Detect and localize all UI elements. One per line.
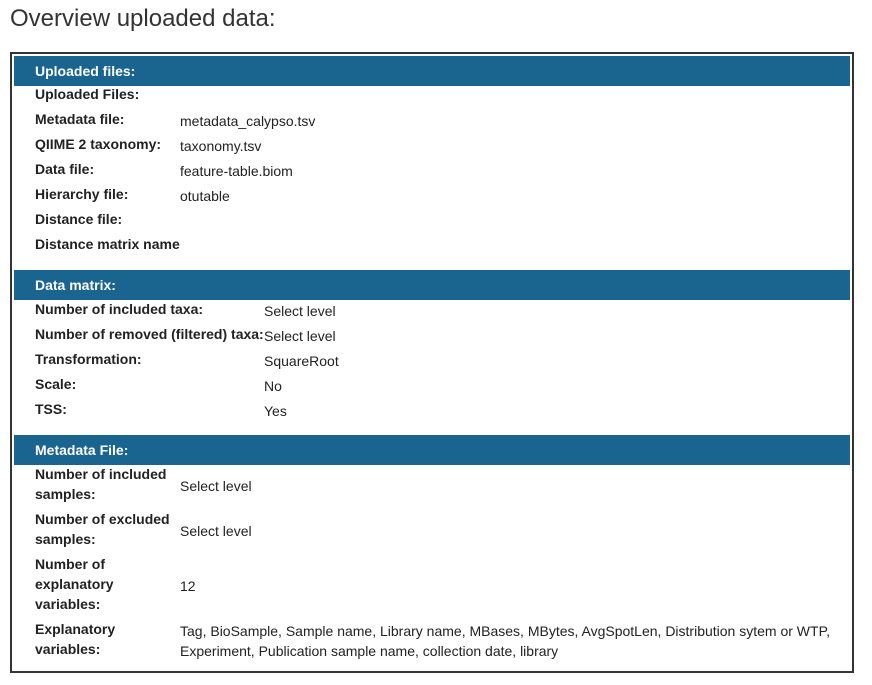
value-line: Experiment, Publication sample name, collection date, library <box>180 643 559 659</box>
label-line: Number of included <box>35 466 167 482</box>
row-value: feature-table.biom <box>180 163 293 179</box>
section-header-metadata-file: Metadata File: <box>14 435 850 465</box>
row-label <box>35 619 115 659</box>
value-line: Tag, BioSample, Sample name, Library name, MBases, MBytes, AvgSpotLen, Distribution sytem or WTP, <box>180 623 830 639</box>
row-label: Uploaded Files: <box>35 86 140 102</box>
row-value: otutable <box>180 188 230 204</box>
section-header-data-matrix: Data matrix: <box>14 270 850 300</box>
row-label: Data file: <box>35 161 95 177</box>
row-label: Metadata file: <box>35 111 125 127</box>
row-value: 12 <box>180 578 196 594</box>
row-label: TSS: <box>35 401 67 417</box>
label-line: samples: <box>35 531 96 547</box>
row-label <box>35 464 166 504</box>
row-label: Transformation: <box>35 351 142 367</box>
label-line: samples: <box>35 486 96 502</box>
label-line: explanatory <box>35 576 114 592</box>
page-title: Overview uploaded data: <box>10 5 276 32</box>
row-value: Select level <box>264 303 336 319</box>
row-label: Number of removed (filtered) taxa: <box>35 326 264 342</box>
row-label: Scale: <box>35 376 77 392</box>
label-line: variables: <box>35 596 101 612</box>
row-label: Number of included taxa: <box>35 301 204 317</box>
row-value: Select level <box>180 478 252 494</box>
row-value: SquareRoot <box>264 353 339 369</box>
row-value: Yes <box>264 403 287 419</box>
row-label <box>35 554 114 614</box>
row-label: QIIME 2 taxonomy: <box>35 136 162 152</box>
row-value: Select level <box>264 328 336 344</box>
label-line: Number of excluded <box>35 511 170 527</box>
row-label <box>35 509 170 549</box>
row-label: Distance file: <box>35 211 123 227</box>
row-label: Hierarchy file: <box>35 186 129 202</box>
row-value: taxonomy.tsv <box>180 138 262 154</box>
row-value: Select level <box>180 523 252 539</box>
row-label: Distance matrix name <box>35 236 180 252</box>
row-value <box>180 621 830 661</box>
section-header-uploaded-files: Uploaded files: <box>14 56 850 86</box>
label-line: Number of <box>35 556 105 572</box>
label-line: Explanatory <box>35 621 116 637</box>
row-value: metadata_calypso.tsv <box>180 113 316 129</box>
label-line: variables: <box>35 641 101 657</box>
overview-panel <box>10 52 854 673</box>
row-value: No <box>264 378 282 394</box>
